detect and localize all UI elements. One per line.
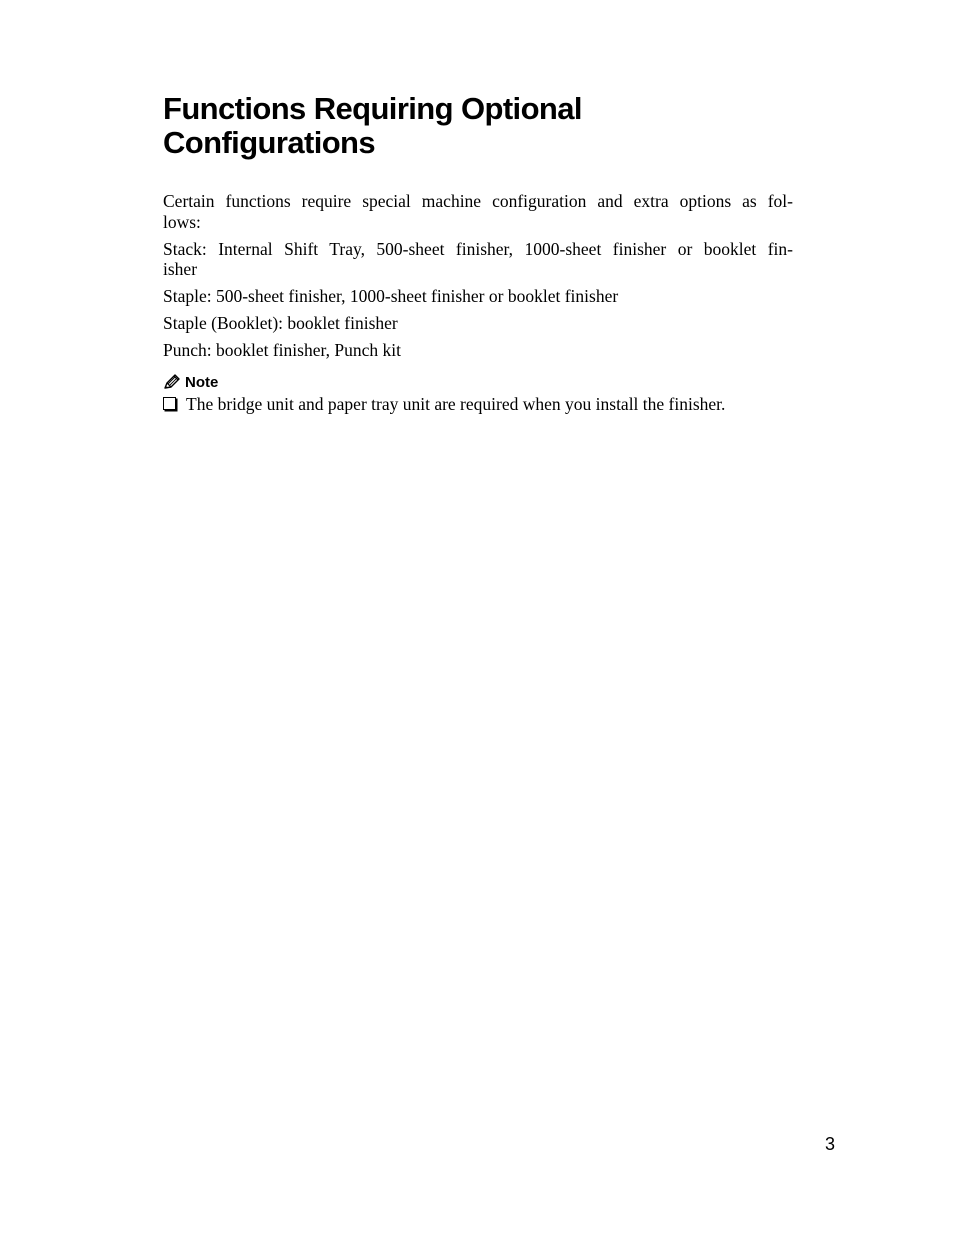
punch-line: Punch: booklet finisher, Punch kit — [163, 340, 401, 360]
page-title-line-1: Functions Requiring Optional — [163, 91, 582, 126]
page-number: 3 — [824, 1134, 835, 1154]
checkbox-icon — [163, 397, 176, 410]
intro-paragraph — [163, 191, 793, 232]
note-block — [163, 371, 803, 415]
intro-line-2: lows: — [163, 211, 201, 232]
staple-paragraph — [163, 286, 793, 307]
staple-booklet-line: Staple (Booklet): booklet finisher — [163, 313, 398, 333]
staple-booklet-paragraph — [163, 313, 793, 334]
stack-line-1: Stack: Internal Shift Tray, 500-sheet finisher, 1000-sheet finisher or booklet fin- — [163, 238, 793, 259]
punch-paragraph — [163, 340, 793, 361]
pencil-icon — [163, 373, 181, 391]
note-item-text: The bridge unit and paper tray unit are required when you install the finisher. — [186, 394, 726, 414]
note-label: Note — [185, 373, 219, 391]
stack-line-2: isher — [163, 259, 198, 279]
page-title-line-2: Configurations — [163, 125, 376, 160]
note-header — [163, 371, 803, 393]
intro-line-1: Certain functions require special machine configuration and extra options as fol- — [163, 191, 793, 211]
page-title — [163, 92, 803, 160]
stack-paragraph — [163, 239, 793, 280]
staple-line: Staple: 500-sheet finisher, 1000-sheet finisher or booklet finisher — [163, 286, 619, 306]
body-text — [163, 191, 793, 367]
note-item — [163, 394, 803, 415]
